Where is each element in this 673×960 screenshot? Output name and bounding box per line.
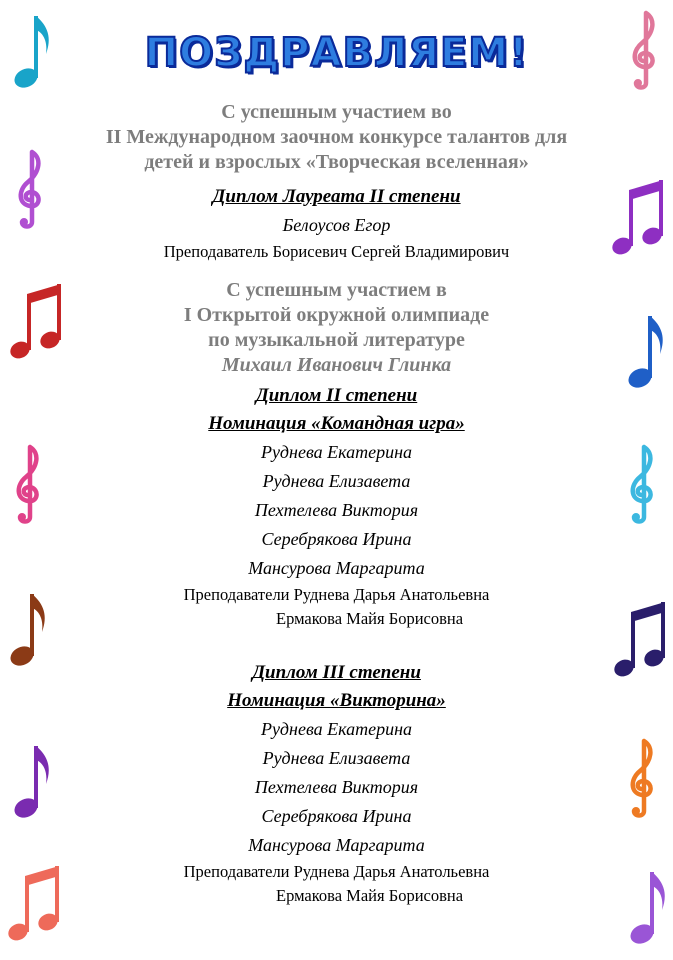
eighth-note-icon [628, 864, 668, 948]
participant-name: Руднева Екатерина [260, 719, 413, 739]
intro-line: II Международном заочном конкурсе талантов для [105, 126, 568, 148]
section-contest [60, 100, 613, 264]
section-quiz [60, 659, 613, 908]
participant-name: Пехтелева Виктория [254, 777, 419, 797]
participant-name: Белоусов Егор [282, 215, 391, 235]
participant-name: Руднева Елизавета [262, 748, 411, 768]
participant-name: Серебрякова Ирина [261, 806, 412, 826]
eighth-note-icon [626, 308, 666, 392]
teacher-line: Ермакова Майя Борисовна [276, 886, 464, 905]
page-title: ПОЗДРАВЛЯЕМ! [144, 30, 529, 76]
intro-line: С успешным участием во [221, 101, 452, 123]
treble-clef-icon [10, 442, 46, 526]
nomination-heading: Номинация «Командная игра» [208, 413, 465, 434]
intro-line: I Открытой окружной олимпиаде [183, 304, 490, 326]
diploma-heading: Диплом II степени [255, 385, 418, 406]
teacher-line: Ермакова Майя Борисовна [276, 609, 464, 628]
participant-name: Мансурова Маргарита [248, 835, 425, 855]
treble-clef-icon [624, 736, 660, 820]
beamed-notes-icon [6, 862, 62, 946]
participant-name: Серебрякова Ирина [261, 529, 412, 549]
intro-line: С успешным участием в [226, 279, 447, 301]
teacher-line: Преподаватель Борисевич Сергей Владимирович [163, 242, 510, 261]
intro-line: детей и взрослых «Творческая вселенная» [144, 151, 529, 173]
composer-name: Михаил Иванович Глинка [221, 354, 452, 376]
treble-clef-icon [12, 148, 48, 230]
intro-line: по музыкальной литературе [208, 329, 465, 351]
teacher-line: Преподаватели Руднева Дарья Анатольевна [183, 585, 490, 604]
section-olympiad [60, 278, 613, 631]
beamed-notes-icon [612, 598, 668, 682]
nomination-heading: Номинация «Викторина» [227, 690, 446, 711]
certificate-body [60, 100, 613, 908]
participant-name: Руднева Елизавета [262, 471, 411, 491]
diploma-heading: Диплом Лауреата II степени [212, 186, 461, 207]
diploma-heading: Диплом III степени [252, 662, 421, 683]
beamed-notes-icon [8, 280, 64, 364]
eighth-note-icon [12, 738, 52, 822]
participant-name: Пехтелева Виктория [254, 500, 419, 520]
eighth-note-icon [8, 586, 48, 670]
teacher-line: Преподаватели Руднева Дарья Анатольевна [183, 862, 490, 881]
beamed-notes-icon [610, 176, 666, 260]
participant-name: Мансурова Маргарита [248, 558, 425, 578]
participant-name: Руднева Екатерина [260, 442, 413, 462]
treble-clef-icon [624, 442, 660, 526]
